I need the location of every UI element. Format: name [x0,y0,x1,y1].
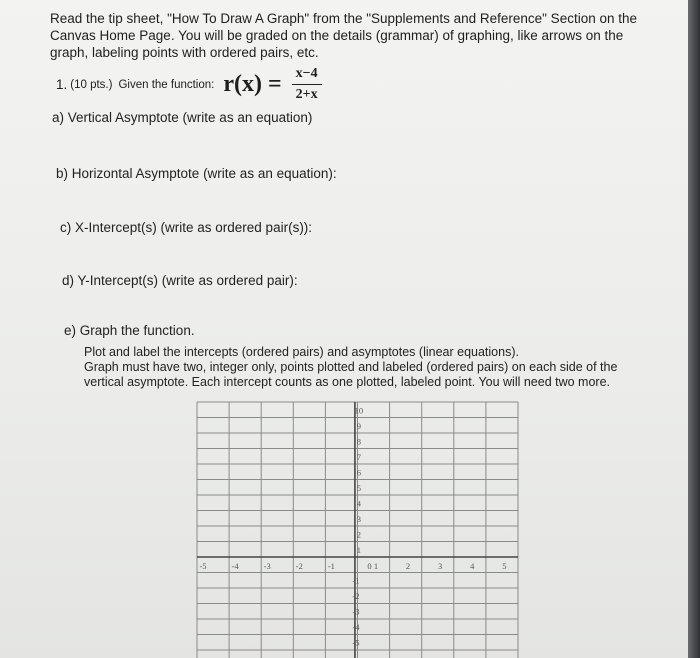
part-a: a) Vertical Asymptote (write as an equation) [52,110,313,125]
x-tick-label: -4 [231,561,239,571]
part-e-title: e) Graph the function. [64,323,195,338]
part-e-line-2: Graph must have two, integer only, points plotted and labeled (ordered pairs) on each side of the [84,360,618,374]
x-tick-label: 2 [405,561,411,571]
x-tick-label: -2 [295,561,303,571]
y-tick-label: -5 [352,637,360,648]
y-tick-label: 2 [356,529,362,540]
x-tick-label: -3 [263,561,271,571]
function-numerator: x−4 [292,66,322,85]
question-prompt: Given the function: [118,78,215,91]
part-e-line-1: Plot and label the intercepts (ordered pairs) and asymptotes (linear equations). [84,345,519,359]
part-c: c) X-Intercept(s) (write as ordered pair(s)): [60,220,313,235]
y-tick-label: 4 [356,498,362,509]
question-points: (10 pts.) [70,78,113,91]
x-tick-label: 1 [373,561,379,571]
y-tick-label: -3 [352,606,360,617]
background-edge [688,0,700,658]
y-tick-label: -1 [352,575,360,586]
y-tick-label: 1 [356,545,362,555]
instructions-text: Read the tip sheet, "How To Draw A Graph" from the "Supplements and Reference" Section on the Canvas Home Page. You will be graded on the details (grammar) of graphing, like arrows on the graph, labeling points with ordered pairs, etc. [50,11,637,60]
x-tick-label: 3 [438,561,443,571]
x-tick-label: -1 [327,561,335,571]
y-tick-label: -4 [352,622,360,632]
part-d: d) Y-Intercept(s) (write as ordered pair): [62,273,298,288]
y-tick-label: 6 [356,467,362,478]
part-e-line-3: vertical asymptote. Each intercept counts as one plotted, labeled point. You will need two more. [84,375,611,389]
function-denominator: 2+x [295,87,318,102]
y-tick-label: -2 [352,591,360,601]
y-tick-label: 9 [356,421,362,431]
x-tick-label: 5 [502,561,507,571]
y-tick-label: 8 [356,436,362,447]
question-number: 1. [56,77,68,92]
x-tick-label: 0 [367,561,372,571]
y-tick-label: 7 [356,452,362,462]
y-tick-label: 10 [354,405,364,416]
y-tick-label: 5 [356,483,362,493]
y-tick-label: 3 [356,514,362,524]
x-tick-label: 4 [470,561,475,571]
part-b: b) Horizontal Asymptote (write as an equation): [56,166,337,181]
function-lhs: r(x) = [223,71,282,97]
x-tick-label: -5 [199,561,207,571]
